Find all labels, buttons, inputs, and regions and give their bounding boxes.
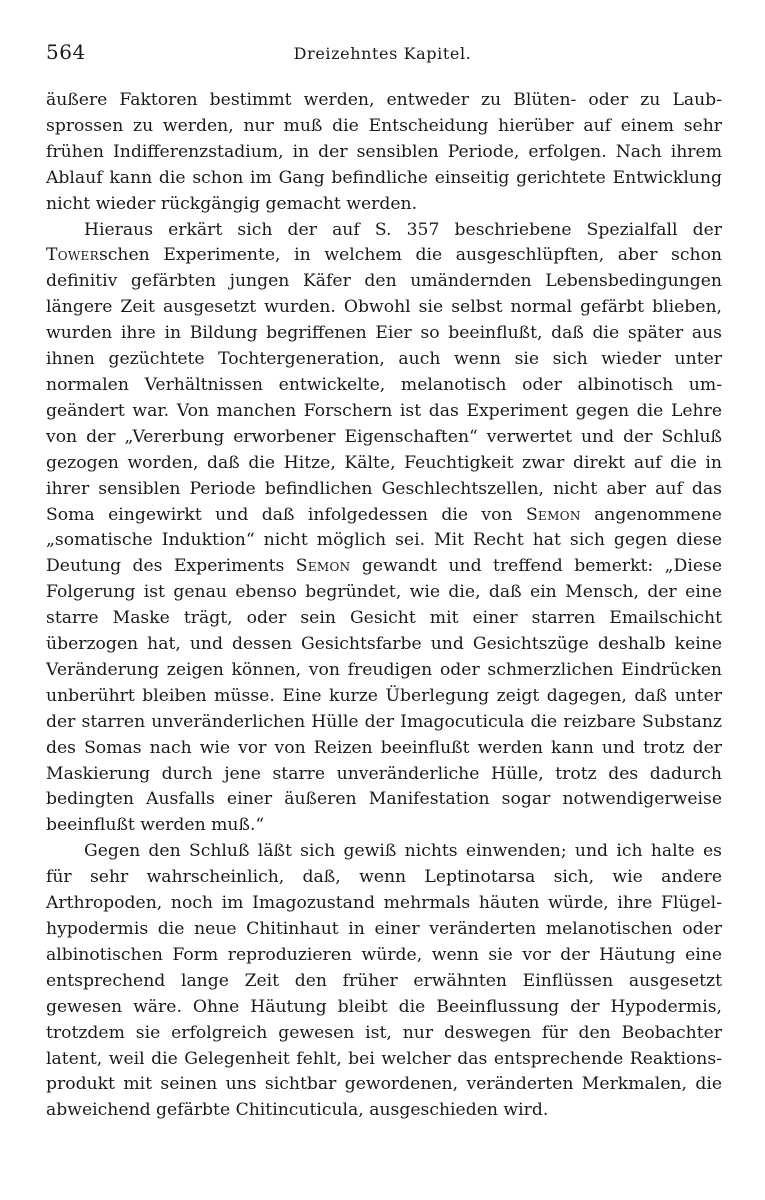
paragraph-text: Gegen den Schluß läßt sich gewiß nichts einwenden; und ich halte es für sehr wahrscheinlich, daß, wenn Leptinotarsa sich, wie andere Arthropoden, noch im Imagozustand mehrmals häuten würde, ihre Flügelhypodermis die neue Chitinhaut in einer veränderten melanotischen oder albinotischen Form reproduzieren würde, wenn sie vor der Häutung eine entsprechend lange Zeit den früher erwähnten Einflüssen ausgesetzt gewesen wäre. Ohne Häutung bleibt die Beeinflussung der Hypodermis, trotzdem sie erfolgreich gewesen ist, nur deswegen für den Beobachter latent, weil die Gelegenheit fehlt, bei welcher das entsprechende Reaktionsprodukt mit seinen uns sichtbar gewordenen, veränderten Merkmalen, die abweichend gefärbte Chitincuticula, ausgeschieden wird. [46, 841, 722, 1121]
page-header [46, 40, 719, 70]
page-number: 564 [46, 40, 86, 64]
author-name: Semon [295, 556, 351, 577]
paragraph-text: angenommene „somatische Induktion“ nicht möglich sei. Mit Recht hat sich gegen diese Deutung des Experiments [46, 504, 722, 577]
paragraph-text: schen Experimente, in welchem die ausgeschlüpften, aber schon definitiv gefärbten jungen Käfer den umändernden Lebensbedingungen längere Zeit ausgesetzt wurden. Obwohl sie selbst normal gefärbt blieben, wurden ihre in Bildung begriffenen Eier so beeinflußt, daß die später aus ihnen gezüchtete Tochtergeneration, auch wenn sie sich wieder unter normalen Verhältnissen entwickelte, melanotisch oder albinotisch umgeändert war. Von manchen Forschern ist das Experiment gegen die Lehre von der „Vererbung erworbener Eigenschaften“ verwertet und der Schluß gezogen worden, daß die Hitze, Kälte, Feuchtigkeit zwar direkt auf die in ihrer sensiblen Periode befindlichen Geschlechtszellen, nicht aber auf das Soma eingewirkt und daß infolgedessen die von [46, 245, 722, 525]
paragraph [46, 88, 722, 218]
body-text [46, 88, 722, 1124]
paragraph [46, 839, 722, 1124]
paragraph-text: Hieraus erkärt sich der auf S. 357 beschriebene Spezialfall der [84, 219, 722, 240]
running-head: Dreizehntes Kapitel. [293, 44, 472, 63]
author-name: Tower [46, 245, 99, 266]
paragraph-text: gewandt und treffend bemerkt: „Diese Folgerung ist genau ebenso begründet, wie die, daß ein Mensch, der eine starre Maske trägt, oder sein Gesicht mit einer starren Emailschicht überzogen hat, und dessen Gesichtsfarbe und Gesichtszüge deshalb keine Veränderung zeigen können, von freudigen oder schmerzlichen Eindrücken unberührt bleiben müsse. Eine kurze Überlegung zeigt dagegen, daß unter der starren unveränderlichen Hülle der Imagocuticula die reizbare Substanz des Somas nach wie vor von Reizen beeinflußt werden kann und trotz der Maskierung durch jene starre unveränderliche Hülle, trotz des dadurch bedingten Ausfalls einer äußeren Manifestation sogar notwendigerweise beeinflußt werden muß.“ [46, 556, 722, 836]
paragraph [46, 218, 722, 840]
author-name: Semon [525, 504, 581, 525]
paragraph-text: äußere Faktoren bestimmt werden, entweder zu Blüten- oder zu Laubsprossen zu werden, nur muß die Entscheidung hierüber auf einem sehr frühen Indifferenzstadium, in der sensiblen Periode, erfolgen. Nach ihrem Ablauf kann die schon im Gang befindliche einseitig gerichtete Entwicklung nicht wieder rückgängig gemacht werden. [46, 90, 722, 214]
